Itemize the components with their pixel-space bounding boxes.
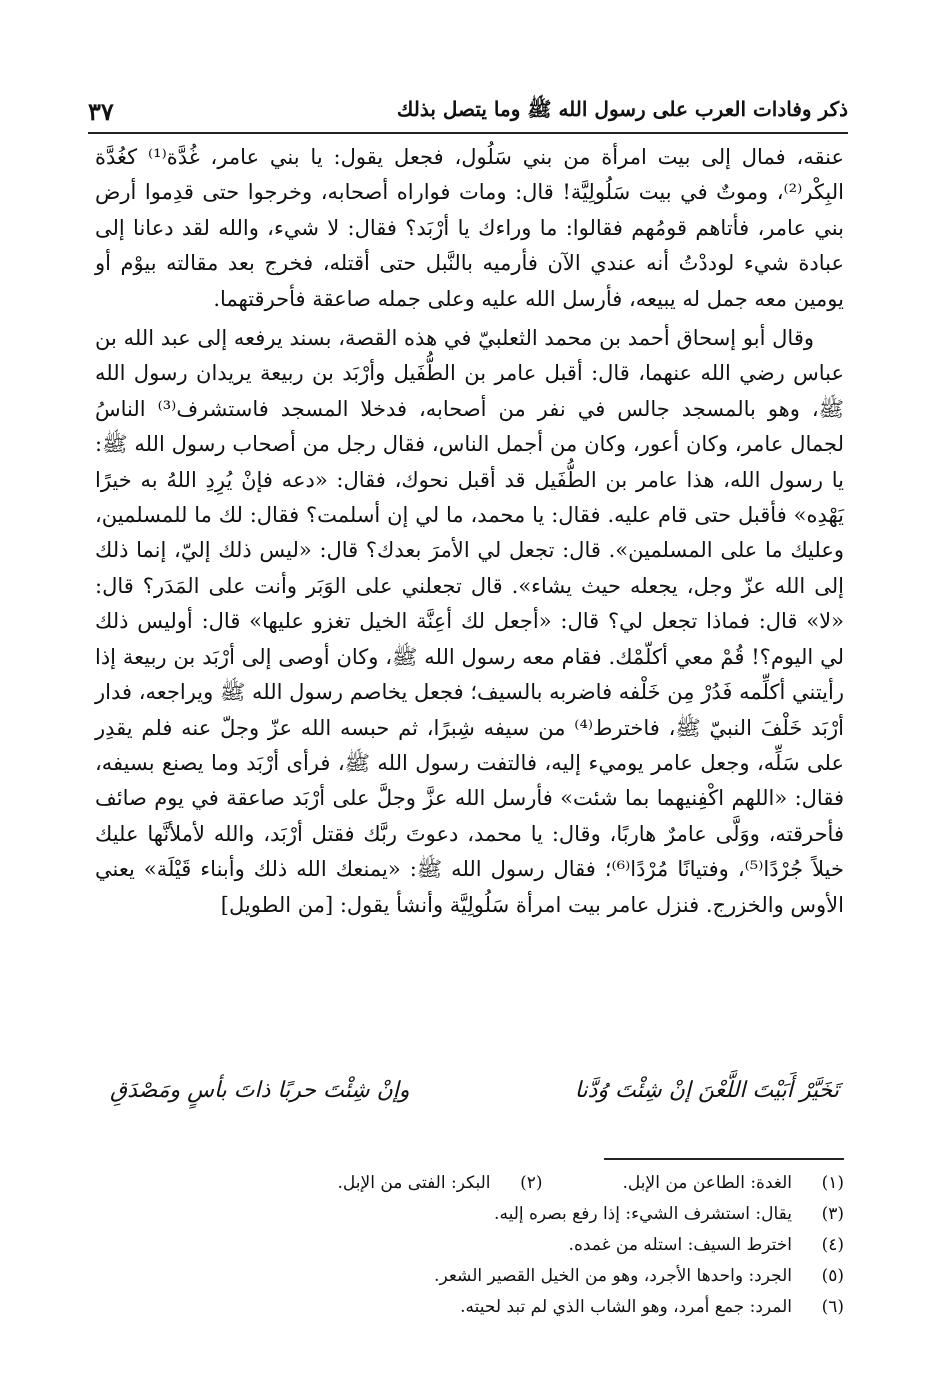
footnote-5: [100, 1261, 844, 1292]
footnote-text: الغدة: الطاعن من الإبل.: [622, 1173, 792, 1193]
footnote-6: [100, 1292, 844, 1323]
footnote-number: (٦): [821, 1297, 844, 1317]
footnote-text: الجرد: واحدها الأجرد، وهو من الخيل القصير الشعر.: [434, 1266, 792, 1286]
page-header: [88, 86, 848, 134]
page-number: ٣٧: [88, 97, 114, 126]
poem-verse: [110, 1078, 839, 1103]
running-title: ذكر وفادات العرب على رسول الله ﷺ وما يتصل بذلك: [396, 97, 848, 121]
footnote-number: (٥): [821, 1266, 844, 1286]
footnote-number: (٤): [821, 1235, 844, 1255]
footnote-3: [100, 1199, 844, 1230]
footnote-number: (٢): [520, 1173, 543, 1193]
footnote-number: (٣): [821, 1204, 844, 1224]
paragraph-2: وقال أبو إسحاق أحمد بن محمد الثعلبيّ في هذه القصة، بسند يرفعه إلى عبد الله بن عباس رضي الله عنهما، قال: أقبل عامر بن الطُّفَيل وأرْبَد بن ربيعة يريدان رسول الله ﷺ، وهو بالمسجد جالس في نفر من أصحابه، فدخلا المسجد فاستشرف⁽³⁾ الناسُ لجمال عامر، وكان أعور، وكان من أجمل الناس، فقال رجل من أصحاب رسول الله ﷺ: يا رسول الله، هذا عامر بن الطُّفَيل قد أقبل نحوك، فقال: «دعه فإنْ يُرِدِ اللهُ به خيرًا يَهْدِه» فأقبل حتى قام عليه. فقال: يا محمد، ما لي إن أسلمت؟ فقال: لك ما للمسلمين، وعليك ما على المسلمين». قال: تجعل لي الأمرَ بعدك؟ قال: «ليس ذلك إليّ، إنما ذلك إلى الله عزّ وجل، يجعله حيث يشاء». قال تجعلني على الوَبَر وأنت على المَدَر؟ قال: «لا» قال: فماذا تجعل لي؟ قال: «أجعل لك أعِنَّة الخيل تغزو عليها» قال: أوليس ذلك لي اليوم؟! قُمْ معي أكلّمْك. فقام معه رسول الله ﷺ، وكان أوصى إلى أرْبَد بن ربيعة إذا رأيتني أكلِّمه فَدُرْ مِن خَلْفه فاضربه بالسيف؛ فجعل يخاصم رسول الله ﷺ ويراجعه، فدار أرْبَد خَلْفَ النبيّ ﷺ، فاخترط⁽⁴⁾ من سيفه شِبرًا، ثم حبسه الله عزّ وجلّ عنه فلم يقدِر على سَلِّه، وجعل عامر يوميء إليه، فالتفت رسول الله ﷺ، فرأى أرْبَد وما يصنع بسيفه، فقال: «اللهم اكْفِنيهما بما شئت» فأرسل الله عزَّ وجلَّ على أرْبَد صاعقة في يوم صائف فأحرقته، ووَلَّى عامرٌ هاربًا، وقال: يا محمد، دعوتَ ربَّك فقتل أرْبَد، والله لأملأنَّها عليك خيلاً جُرْدًا⁽⁵⁾، وفتيانًا مُرْدًا⁽⁶⁾؛ فقال رسول الله ﷺ: «يمنعك الله ذلك وأبناء قَيْلَة» يعني الأوس والخزرج. فنزل عامر بيت امرأة سَلُولِيَّة وأنشأ يقول: [من الطويل]: [95, 326, 845, 917]
main-text: [95, 140, 844, 923]
footnote-1: [623, 1168, 844, 1199]
verse-hemistich-first: تَخَيَّرْ أَبَيْتَ اللَّعْنَ إنْ شِئْتَ وُدَّنا: [574, 1078, 839, 1103]
footnote-number: (١): [821, 1173, 844, 1193]
footnote-4: [100, 1230, 844, 1261]
footnote-row: [100, 1168, 844, 1199]
footnote-text: يقال: استشرف الشيء: إذا رفع بصره إليه.: [494, 1204, 792, 1224]
footnote-separator: [604, 1158, 844, 1160]
footnotes: [100, 1168, 844, 1323]
paragraph-1: عنقه، فمال إلى بيت امرأة من بني سَلُول، فجعل يقول: يا بني عامر، غُدَّة⁽¹⁾ كغُدَّة البِكْر⁽²⁾، وموتٌ في بيت سَلُولِيَّة! قال: ومات فواراه أصحابه، وخرجوا حتى قدِموا أرض بني عامر، فأتاهم قومُهم فقالوا: ما وراءك يا أرْبَد؟ فقال: لا شيء، والله لقد دعانا إلى عبادة شيء لوددْتُ أنه عندي الآن فأرميه بالنَّبل حتى أقتله، فخرج بعد مقالته بيوْم أو يومين معه جمل له يبيعه، فأرسل الله عليه وعلى جمله صاعقة فأحرقتهما.: [95, 145, 844, 311]
footnote-text: المرد: جمع أمرد، وهو الشاب الذي لم تبد لحيته.: [460, 1297, 792, 1317]
verse-hemistich-second: وإنْ شِئْتَ حربًا ذاتَ بأسٍ ومَصْدَقِ: [110, 1078, 410, 1103]
footnote-text: البكر: الفتى من الإبل.: [337, 1173, 491, 1193]
footnote-text: اخترط السيف: استله من غمده.: [568, 1235, 792, 1255]
footnote-2: [338, 1168, 543, 1199]
